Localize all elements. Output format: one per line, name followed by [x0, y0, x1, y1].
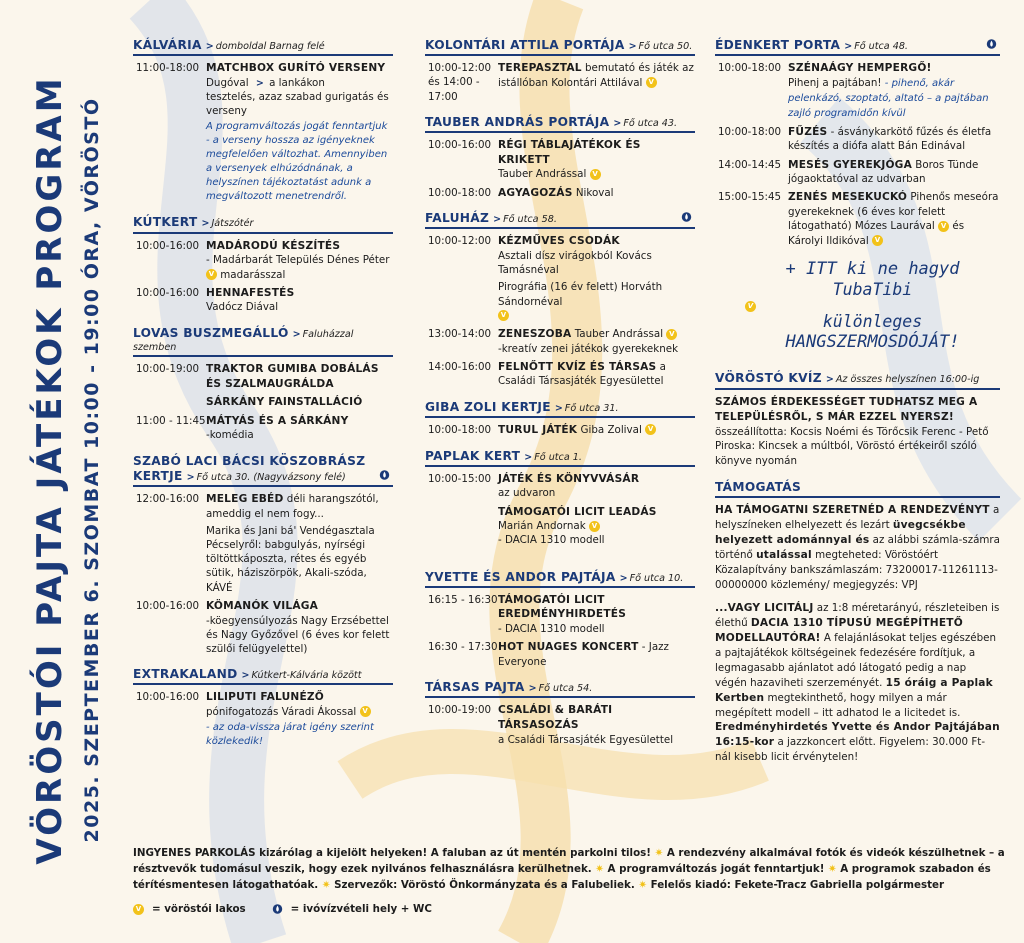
sun-star-icon: ✷ [321, 878, 331, 891]
arrow-right-icon: > [528, 683, 537, 695]
program-entry: 11:00-18:00 MATCHBOX GURÍTÓ VERSENY Dugóval > a lankákon tesztelés, azaz szabad gurigatás és verseny A programváltozás jogát fenntartjuk - a verseny hossza az igényeknek megfelelően változhat. Amennyiben a versenyek elhúzódnának, a helyszínen tájékoztatást adunk a megváltozott menetrendről. [136, 61, 393, 204]
v-badge-icon: V [589, 521, 600, 532]
arrow-right-icon: > [205, 41, 214, 52]
section-tamogatas: TÁMOGATÁS HA TÁMOGATNI SZERETNÉD A RENDEZVÉNYT a helyszíneken elhelyezett és lezárt üvegcsékbe helyezett adománnyal és az alábbi számla-számra történő utalással megteheted: Vöröstóért Közalapítvány bankszámlaszám: 73200017-11261113-00000000 közlemény/ megjegyzés: VPJ ...VAGY LICITÁLJ az 1:8 méretarányú, részleteiben is élethű DACIA 1310 TÍPUSÚ MEGÉPÍTHETŐ MODELLAUTÓRA! A felajánlásokat teljes egészében a pajtajátékok költségeinek fedezésére fordítjuk, a legmagasabb ajánlatot adó látogató pedig a nap végén hazaviheti szerzeményét. 15 óráig a Paplak Kertben megtekinthető, hogy milyen a már megépített modell – itt adhatod le a licitedet is. Eredményhirdetés Yvette és Andor Pajtájában 16:15-kor a jazzkoncert előtt. Figyelem: 30.000 Ft-nál kisebb licit érvénytelen! [715, 479, 1000, 764]
v-badge-icon: V [645, 424, 656, 435]
program-entry: 13:00-14:00 ZENESZOBA Tauber Andrással V -kreatív zenei játékok gyerekeknek [428, 328, 679, 355]
section-kolontari: KOLONTÁRI ATTILA PORTÁJA > Fő utca 50. 10:00-12:00 és 14:00 - 17:00 TEREPASZTAL bemutató és játék az istállóban Kolontári Attilával V [425, 38, 694, 103]
arrow-right-icon: > [186, 471, 195, 483]
column-3 [715, 38, 1000, 776]
program-entry: 10:00-16:00 LILIPUTI FALUNÉZŐ pónifogatozás Váradi Ákossal V - az oda-vissza járat igény szerint közlekedik! [136, 691, 374, 748]
sun-star-icon: ✷ [828, 862, 837, 875]
arrow-right-icon: > [619, 572, 628, 584]
v-badge-icon: V [938, 221, 949, 232]
v-badge-icon: V [206, 269, 217, 280]
section-title: SZABÓ LACI BÁCSI KÖSZOBRÁSZ KERTJE [133, 453, 366, 483]
program-entry: 14:00-14:45 MESÉS GYEREKJÓGA Boros Tünde jógaoktatóval az udvarban [718, 158, 979, 186]
arrow-right-icon: > [241, 670, 250, 682]
section-paplak: PAPLAK KERT > Fő utca 1. 10:00-15:00 JÁTÉK ÉS KÖNYVVÁSÁR az udvaron TÁMOGATÓI LICIT LEADÁS Marián Andornak V - DACIA 1310 modell [425, 449, 695, 548]
program-entry: 10:00-16:00 KÖMANÓK VILÁGA -köegyensúlyozás Nagy Erzsébettel és Nagy Győzővel (6 éves kor felett szülői felügyelettel) [136, 599, 390, 655]
arrow-right-icon: > [292, 328, 301, 340]
water-drop-icon [272, 903, 283, 915]
program-entry: 10:00-18:00 FŰZÉS - ásványkarkötő fűzés és életfa készítés a diófa alatt Bán Edinával [718, 125, 992, 153]
entry-title: MATCHBOX GURÍTÓ VERSENY [206, 62, 386, 75]
section-faluhaz: FALUHÁZ > Fő utca 58. 10:00-12:00 KÉZMŰVES CSODÁK Asztali dísz virágokból Kovács Tamásnéval Pirográfia (16 év felett) Horváth Sándornéval V 13:00-14:00 ZENESZOBA Tauber Andrással V -kreatív zenei játékok gyerekeknek 14:00-16:00 FELNŐTT KVÍZ ÉS TÁRSAS a Családi Társasjáték Egyesülettel [425, 211, 695, 389]
sun-star-icon: ✷ [638, 878, 647, 891]
v-badge-icon: V [590, 169, 601, 180]
water-drop-icon [379, 469, 390, 481]
section-giba: GIBA ZOLI KERTJE > Fő utca 31. 10:00-18:00 TURUL JÁTÉK Giba Zolival V [425, 400, 695, 438]
arrow-right-icon: > [613, 117, 622, 129]
water-drop-icon [681, 211, 692, 223]
legend-water: = ivóvízvételi hely + WC [290, 903, 432, 915]
v-badge-icon: V [133, 904, 144, 915]
arrow-right-icon: > [493, 214, 502, 226]
section-lovas: LOVAS BUSZMEGÁLLÓ > Faluházzal szemben 10:00-19:00 TRAKTOR GUMIBA DOBÁLÁS ÉS SZALMAUGRÁLDA SÁRKÁNY FAINSTALLÁCIÓ 11:00 - 11:45 MÁTYÁS ÉS A SÁRKÁNY -komédia [133, 326, 393, 443]
program-entry: 12:00-16:00 MELEG EBÉD déli harangszótól, ameddig el nem fogy... Marika és Jani bá' Vendégasztala Pécselyről: babgulyás, nyírségi töltöttkáposzta, rétes és egyéb sütik, háziszörpök, Akali-szóda, KÁVÉ [136, 493, 379, 594]
program-entry: 10:00-16:00 HENNAFESTÉS Vadócz Diával [136, 286, 295, 314]
v-badge-icon: V [360, 706, 371, 717]
handwritten-note: + ITT ki ne hagyd TubaTibi V különleges HANGSZERMOSDÓJÁT! [745, 259, 1000, 354]
vertical-title: VÖRÖSTÓI PAJTA JÁTÉKOK PROGRAM [29, 75, 70, 865]
legend [133, 903, 432, 915]
program-entry: 10:00-16:00 RÉGI TÁBLAJÁTÉKOK ÉS KRIKETT Tauber Andrással V [428, 139, 641, 181]
section-kutkert: KÚTKERT > Játszótér 10:00-16:00 MADÁRODÚ KÉSZÍTÉS - Madárbarát Település Dénes Péter V madarásszal 10:00-16:00 HENNAFESTÉS Vadócz Diával [133, 215, 393, 314]
section-kalvaria [133, 38, 393, 204]
column-1 [133, 38, 393, 760]
v-badge-icon: V [872, 235, 883, 246]
arrow-right-icon: > [628, 41, 637, 52]
arrow-right-icon: > [524, 451, 533, 463]
program-entry: 10:00-18:00 SZÉNAÁGY HEMPERGŐ! Pihenj a pajtában! - pihenő, akár pelenkázó, szoptató, altató – a pajtában zajló programidőn kívül [718, 62, 989, 119]
section-extrakaland: EXTRAKALAND > Kútkert-Kálvária között 10:00-16:00 LILIPUTI FALUNÉZŐ pónifogatozás Váradi Ákossal V - az oda-vissza járat igény szerint közlekedik! [133, 667, 393, 749]
program-entry: 10:00-19:00 CSALÁDI & BARÁTI TÁRSASOZÁS a Családi Társasjáték Egyesülettel [428, 704, 674, 746]
program-entry: 16:15 - 16:30 TÁMOGATÓI LICIT EREDMÉNYHIRDETÉS - DACIA 1310 modell [428, 593, 627, 636]
v-badge-icon: V [666, 329, 677, 340]
vertical-subtitle: 2025. SZEPTEMBER 6. SZOMBAT 10:00 - 19:00 ÓRA, VÖRÖSTÓ [80, 97, 103, 843]
arrow-right-icon: > [554, 402, 563, 414]
section-szabo-laci: SZABÓ LACI BÁCSI KÖSZOBRÁSZ KERTJE > Fő utca 30. (Nagyvázsony felé) 12:00-16:00 MELEG EBÉD déli harangszótól, ameddig el nem fogy... Marika és Jani bá' Vendégasztala Pécselyről: babgulyás, nyírségi töltöttkáposzta, rétes és egyéb sütik, háziszörpök, Akali-szóda, KÁVÉ 10:00-16:00 KÖMANÓK VILÁGA -köegyensúlyozás Nagy Erzsébettel és Nagy Győzővel (6 éves kor felett szülői felügyelettel) [133, 454, 393, 657]
program-entry: 10:00-19:00 TRAKTOR GUMIBA DOBÁLÁS ÉS SZALMAUGRÁLDA SÁRKÁNY FAINSTALLÁCIÓ [136, 362, 379, 409]
program-entry: 11:00 - 11:45 MÁTYÁS ÉS A SÁRKÁNY -komédia [136, 414, 349, 442]
sun-star-icon: ✷ [654, 847, 664, 859]
vertical-title-block [20, 30, 115, 910]
section-tarsas-pajta: TÁRSAS PAJTA > Fő utca 54. 10:00-19:00 CSALÁDI & BARÁTI TÁRSASOZÁS a Családi Társasjáték Egyesülettel [425, 680, 695, 747]
section-kviz: VÖRÖSTÓ KVÍZ > Az összes helyszínen 16:00-ig SZÁMOS ÉRDEKESSÉGET TUDHATSZ MEG A TELEPÜLÉSRŐL, S MÁR EZZEL NYERSZ! összeállította: Kocsis Noémi és Törőcsik Ferenc - Pető Piroska: Kincsek a múltból, Vöröstó értékeiről szóló könyve nyomán [715, 371, 1000, 468]
v-badge-icon: V [498, 310, 509, 321]
section-title: LOVAS BUSZMEGÁLLÓ [133, 325, 289, 340]
legend-resident: = vöröstói lakos [152, 903, 246, 915]
section-location: domboldal Barnag felé [215, 41, 325, 52]
program-entry: 10:00-18:00 TURUL JÁTÉK Giba Zolival V [428, 423, 695, 438]
program-entry: 10:00-15:00 JÁTÉK ÉS KÖNYVVÁSÁR az udvaron TÁMOGATÓI LICIT LEADÁS Marián Andornak V - DACIA 1310 modell [428, 472, 657, 547]
section-title: EXTRAKALAND [133, 667, 238, 682]
section-title: KÚTKERT [133, 215, 198, 230]
program-entry: 15:00-15:45 ZENÉS MESEKUCKÓ Pihenős meseóra gyerekeknek (6 éves kor felett látogatható) Mózes Laurával V és Károlyi Ildikóval V [718, 191, 999, 247]
arrow-right-icon: > [255, 77, 264, 89]
program-entry: 10:00-18:00 AGYAGOZÁS Nikoval [428, 186, 614, 199]
program-entry: 10:00-16:00 MADÁRODÚ KÉSZÍTÉS - Madárbarát Település Dénes Péter V madarásszal [136, 239, 390, 281]
arrow-right-icon: > [844, 41, 853, 52]
entry-note: A programváltozás jogát fenntartjuk - a verseny hossza az igényeknek megfelelően változhat. Amennyiben a versenyek elhúzódnának, a helyszínen tájékoztatást adunk a megváltozott menetrendről. [206, 121, 388, 203]
arrow-right-icon: > [825, 374, 834, 386]
program-entry: 16:30 - 17:30 HOT NUAGES KONCERT - Jazz Everyone [428, 641, 669, 668]
v-badge-icon: V [745, 301, 756, 312]
arrow-right-icon: > [201, 218, 210, 230]
program-entry: 10:00-12:00 és 14:00 - 17:00 TEREPASZTAL bemutató és játék az istállóban Kolontári Attilával V [428, 62, 694, 103]
section-title: KÁLVÁRIA [133, 38, 202, 52]
entry-time: 11:00-18:00 [136, 62, 200, 75]
section-yvette: YVETTE ÉS ANDOR PAJTÁJA > Fő utca 10. 16:15 - 16:30 TÁMOGATÓI LICIT EREDMÉNYHIRDETÉS - DACIA 1310 modell 16:30 - 17:30 HOT NUAGES KONCERT - Jazz Everyone [425, 570, 695, 669]
program-entry: 10:00-12:00 KÉZMŰVES CSODÁK Asztali dísz virágokból Kovács Tamásnéval Pirográfia (16 év felett) Horváth Sándornéval V [428, 235, 663, 320]
program-entry: 14:00-16:00 FELNŐTT KVÍZ ÉS TÁRSAS a Családi Társasjáték Egyesülettel [428, 360, 666, 388]
column-2 [425, 38, 695, 758]
v-badge-icon: V [646, 77, 657, 88]
footer-notice: INGYENES PARKOLÁS kizárólag a kijelölt helyeken! A faluban az út mentén parkolni tilos! ✷ A rendezvény alkalmával fotók és videók készülhetnek – a résztvevők tudomásul veszik, hogy ezek nyilvános felhasználásra kerülhetnek. ✷ A programváltozás jogát fenntartjuk! ✷ A programok szabadon és térítésmentesen látogathatóak. ✷ Szervezők: Vöröstó Önkormányzata és a Falubeliek. ✷ Felelős kiadó: Fekete-Tracz Gabriella polgármester [133, 847, 1005, 891]
sun-star-icon: ✷ [595, 862, 604, 875]
section-edenkert: ÉDENKERT PORTA > Fő utca 48. 10:00-18:00 SZÉNAÁGY HEMPERGŐ! Pihenj a pajtában! - pihenő, akár pelenkázó, szoptató, altató – a pajtában zajló programidőn kívül 10:00-18:00 FŰZÉS - ásványkarkötő fűzés és életfa készítés a diófa alatt Bán Edinával 14:00-14:45 MESÉS GYEREKJÓGA Boros Tünde jógaoktatóval az udvarban 15:00-15:45 ZENÉS MESEKUCKÓ Pihenős meseóra gyerekeknek (6 éves kor felett látogatható) Mózes Laurával V és Károlyi Ildikóval V [715, 38, 999, 247]
water-drop-icon [986, 38, 997, 50]
section-tauber: TAUBER ANDRÁS PORTÁJA > Fő utca 43. 10:00-16:00 RÉGI TÁBLAJÁTÉKOK ÉS KRIKETT Tauber Andrással V 10:00-18:00 AGYAGOZÁS Nikoval [425, 115, 695, 200]
